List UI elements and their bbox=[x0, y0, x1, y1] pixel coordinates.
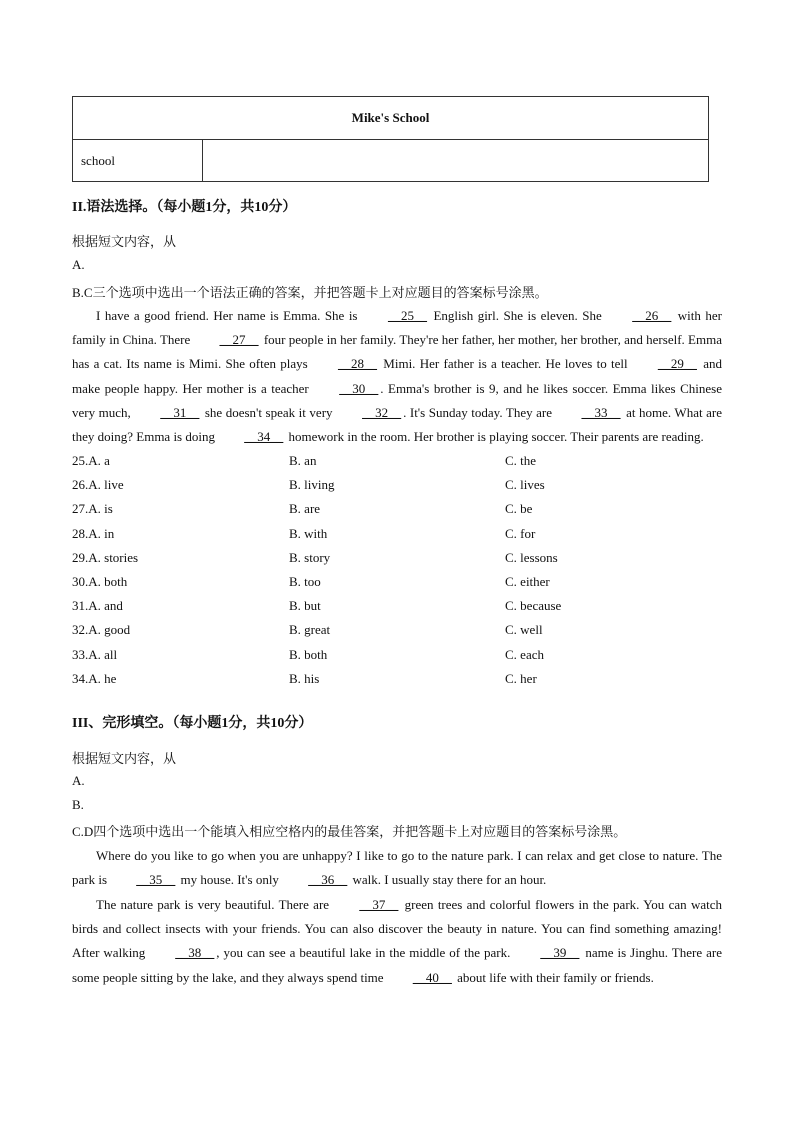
option-b: B. his bbox=[289, 670, 320, 686]
answer-blank: __36__ bbox=[308, 872, 348, 888]
option-a: 29.A. stories bbox=[72, 549, 139, 565]
option-row bbox=[72, 574, 722, 598]
section2-instr2: A. bbox=[72, 257, 85, 272]
answer-blank: __32__ bbox=[362, 404, 402, 420]
option-c: C. be bbox=[505, 501, 533, 517]
passage-text: and make people happy. Her mother is a teacher bbox=[72, 356, 722, 396]
answer-blank: __39__ bbox=[540, 945, 580, 961]
option-c: C. because bbox=[505, 598, 562, 614]
option-row bbox=[72, 501, 722, 525]
passage-text: with her family in China. There bbox=[72, 308, 722, 348]
passage-text: walk. I usually stay there for an hour. bbox=[349, 872, 547, 888]
option-b: B. both bbox=[289, 646, 328, 662]
option-b: B. are bbox=[289, 501, 321, 517]
section3-instr4: C.D四个选项中选出一个能填入相应空格内的最佳答案，并把答题卡上对应题目的答案标号涂黑。 bbox=[72, 824, 627, 839]
passage-text: English girl. She is eleven. She bbox=[428, 308, 607, 323]
answer-blank: __26__ bbox=[632, 308, 672, 323]
option-a: 34.A. he bbox=[72, 670, 117, 686]
option-b: B. story bbox=[289, 549, 331, 565]
option-c: C. for bbox=[505, 525, 536, 541]
option-b: B. too bbox=[289, 574, 321, 589]
option-b: B. but bbox=[289, 598, 321, 614]
option-row bbox=[72, 550, 722, 574]
option-c: C. lessons bbox=[505, 549, 558, 565]
school-table bbox=[72, 96, 709, 182]
section3-instr3: B. bbox=[72, 797, 84, 812]
answer-blank: __40__ bbox=[412, 969, 452, 985]
option-row bbox=[72, 477, 722, 501]
answer-blank: __31__ bbox=[160, 404, 200, 420]
option-c: C. well bbox=[505, 622, 543, 638]
passage-text: homework in the room. Her brother is playing soccer. Their parents are reading. bbox=[285, 429, 704, 445]
option-row bbox=[72, 622, 722, 646]
answer-blank: __38__ bbox=[175, 945, 215, 961]
option-row bbox=[72, 671, 722, 695]
option-a: 30.A. both bbox=[72, 574, 128, 589]
option-b: B. with bbox=[289, 525, 328, 541]
option-c: C. each bbox=[505, 646, 544, 662]
passage-text: four people in her family. They're her father, her mother, her brother, and herself. Emma has a cat. Its name is Mimi. She often plays bbox=[72, 332, 722, 372]
passage-text: name is Jinghu. There are some people sitting by the lake, and they always spend time bbox=[72, 945, 722, 985]
answer-blank: __30__ bbox=[339, 380, 379, 396]
option-a: 25.A. a bbox=[72, 453, 110, 468]
option-b: B. living bbox=[289, 477, 335, 493]
table-title: Mike's School bbox=[73, 97, 709, 140]
section3-instr1: 根据短文内容，从 bbox=[72, 751, 177, 766]
section2-passage bbox=[72, 304, 722, 449]
option-a: 26.A. live bbox=[72, 477, 124, 493]
section2-instr3: B.C三个选项中选出一个语法正确的答案，并把答题卡上对应题目的答案标号涂黑。 bbox=[72, 285, 548, 300]
option-c: C. her bbox=[505, 670, 537, 686]
section3-instr2: A. bbox=[72, 773, 85, 788]
passage-text: . It's Sunday today. They are bbox=[403, 404, 556, 420]
passage-text: . Emma's brother is 9, and he likes soccer. Emma likes Chinese very much, bbox=[72, 380, 722, 420]
answer-blank: __27__ bbox=[219, 332, 259, 348]
section2-instr1: 根据短文内容，从 bbox=[72, 234, 177, 249]
answer-blank: __35__ bbox=[136, 872, 176, 888]
passage-text: , you can see a beautiful lake in the middle of the park. bbox=[216, 945, 515, 961]
answer-blank: __29__ bbox=[657, 356, 697, 372]
section3-heading: III、完形填空。（每小题1分，共10分） bbox=[72, 716, 313, 731]
table-row-label: school bbox=[73, 140, 203, 182]
option-row bbox=[72, 453, 722, 477]
option-c: C. lives bbox=[505, 477, 545, 493]
table-row-value bbox=[203, 140, 709, 182]
passage-text: my house. It's only bbox=[177, 872, 283, 888]
answer-blank: __34__ bbox=[244, 429, 284, 445]
option-c: C. either bbox=[505, 574, 550, 589]
option-row bbox=[72, 647, 722, 671]
option-a: 28.A. in bbox=[72, 525, 115, 541]
option-a: 27.A. is bbox=[72, 501, 113, 517]
option-a: 32.A. good bbox=[72, 622, 131, 638]
answer-blank: __25__ bbox=[387, 308, 427, 323]
passage-text: about life with their family or friends. bbox=[453, 969, 654, 985]
option-b: B. an bbox=[289, 453, 317, 468]
passage-text: Where do you like to go when you are unhappy? I like to go to the nature park. I can relax and get close to nature. The park is bbox=[72, 848, 722, 888]
passage-text: green trees and colorful flowers in the park. You can watch birds and collect insects with your friends. You can also discover the beauty in nature. You can find something amazing! After walking bbox=[72, 897, 722, 961]
answer-blank: __33__ bbox=[581, 404, 621, 420]
option-row bbox=[72, 526, 722, 550]
section2-heading: II.语法选择。（每小题1分，共10分） bbox=[72, 200, 297, 215]
option-row bbox=[72, 598, 722, 622]
passage-text: The nature park is very beautiful. There are bbox=[96, 897, 334, 912]
passage-text: she doesn't speak it very bbox=[201, 404, 337, 420]
option-a: 31.A. and bbox=[72, 598, 123, 614]
option-c: C. the bbox=[505, 453, 537, 468]
passage-text: at home. What are they doing? Emma is doing bbox=[72, 404, 722, 445]
option-b: B. great bbox=[289, 622, 331, 638]
answer-blank: __28__ bbox=[338, 356, 377, 372]
option-a: 33.A. all bbox=[72, 646, 118, 662]
section3-paragraph-2 bbox=[72, 893, 722, 990]
section3-paragraph-1 bbox=[72, 844, 722, 892]
answer-blank: __37__ bbox=[359, 897, 399, 912]
passage-text: Mimi. Her father is a teacher. He loves to tell bbox=[379, 356, 632, 372]
passage-text: I have a good friend. Her name is Emma. She is bbox=[96, 308, 362, 323]
